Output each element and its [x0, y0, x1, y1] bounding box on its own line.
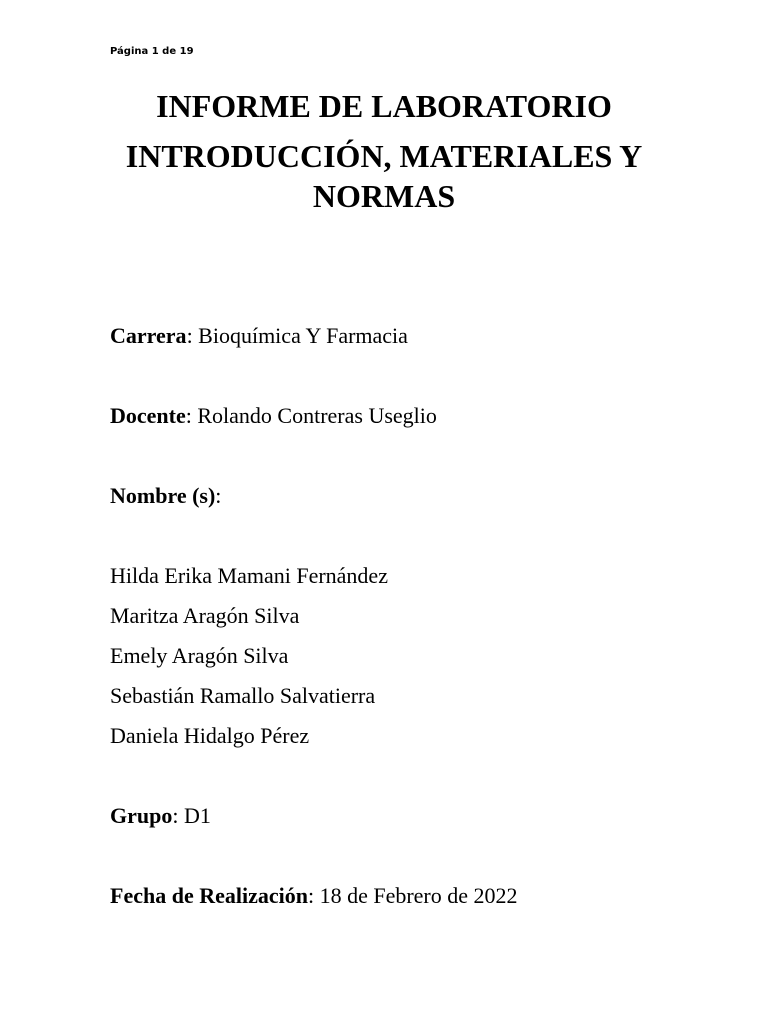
carrera-field [110, 323, 408, 349]
docente-field [110, 403, 437, 429]
fecha-field [110, 883, 518, 909]
member-name: Daniela Hidalgo Pérez [110, 723, 310, 748]
nombres-field [110, 483, 221, 509]
page-number: Página 1 de 19 [110, 46, 194, 57]
docente-value: : Rolando Contreras Useglio [185, 403, 437, 428]
member-name: Maritza Aragón Silva [110, 603, 300, 628]
member-name: Hilda Erika Mamani Fernández [110, 563, 388, 588]
grupo-field [110, 803, 211, 829]
nombres-label: Nombre (s) [110, 483, 216, 508]
fecha-label: Fecha de Realización [110, 883, 308, 908]
member-name: Emely Aragón Silva [110, 643, 289, 668]
title-line-1: INFORME DE LABORATORIO [156, 88, 612, 124]
carrera-label: Carrera [110, 323, 187, 348]
docente-label: Docente [110, 403, 186, 428]
grupo-value: : D1 [172, 803, 211, 828]
title-line-3: NORMAS [312, 178, 456, 214]
fecha-value: : 18 de Febrero de 2022 [307, 883, 518, 908]
grupo-label: Grupo [110, 803, 173, 828]
member-name: Sebastián Ramallo Salvatierra [110, 683, 376, 708]
nombres-value: : [215, 483, 222, 508]
carrera-value: : Bioquímica Y Farmacia [186, 323, 408, 348]
title-line-2: INTRODUCCIÓN, MATERIALES Y [125, 138, 643, 174]
